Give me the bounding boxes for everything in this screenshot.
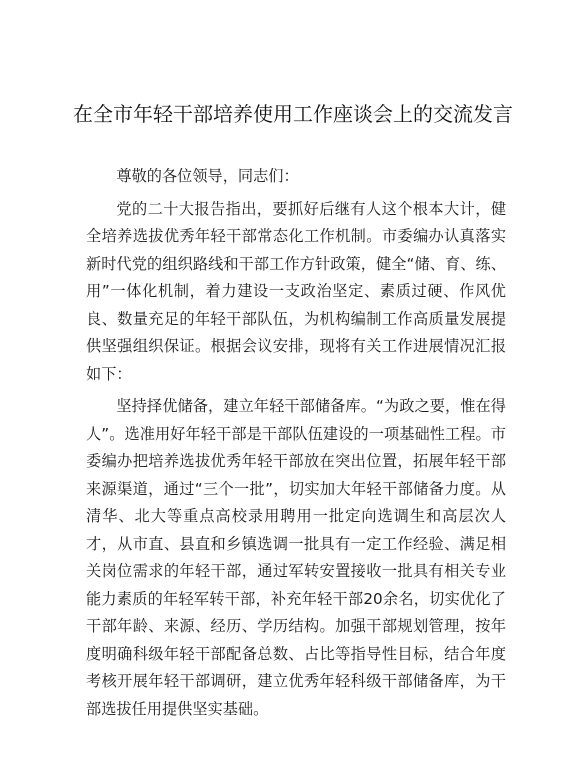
- paragraph-intro: 党的二十大报告指出，要抓好后继有人这个根本大计，健全培养选拔优秀年轻干部常态化工作机制。市委编办认真落实新时代党的组织路线和干部工作方针政策，健全“储、育、练、用”一体化机制，着力建设一支政治坚定、素质过硬、作风优良、数量充足的年轻干部队伍，为机构编制工作高质量发展提供坚强组织保证。根据会议安排，现将有关工作进展情况汇报如下：: [86, 199, 506, 383]
- document-title: 在全市年轻干部培养使用工作座谈会上的交流发言: [73, 102, 513, 126]
- document-body: [86, 163, 506, 728]
- salutation: 尊敬的各位领导，同志们：: [116, 167, 299, 185]
- paragraph-reserve: 坚持择优储备，建立年轻干部储备库。“为政之要，惟在得人”。选准用好年轻干部是干部队伍建设的一项基础性工程。市委编办把培养选拔优秀年轻干部放在突出位置，拓展年轻干部来源渠道，通过“三个一批”，切实加大年轻干部储备力度。从清华、北大等重点高校录用聘用一批定向选调生和高层次人才，从市直、县直和乡镇选调一批具有一定工作经验、满足相关岗位需求的年轻干部，通过军转安置接收一批具有相关专业能力素质的年轻军转干部，补充年轻干部20余名，切实优化了干部年龄、来源、经历、学历结构。加强干部规划管理，按年度明确科级年轻干部配备总数、占比等指导性目标，结合年度考核开展年轻干部调研，建立优秀年轻科级干部储备库，为干部选拔任用提供坚实基础。: [86, 397, 506, 718]
